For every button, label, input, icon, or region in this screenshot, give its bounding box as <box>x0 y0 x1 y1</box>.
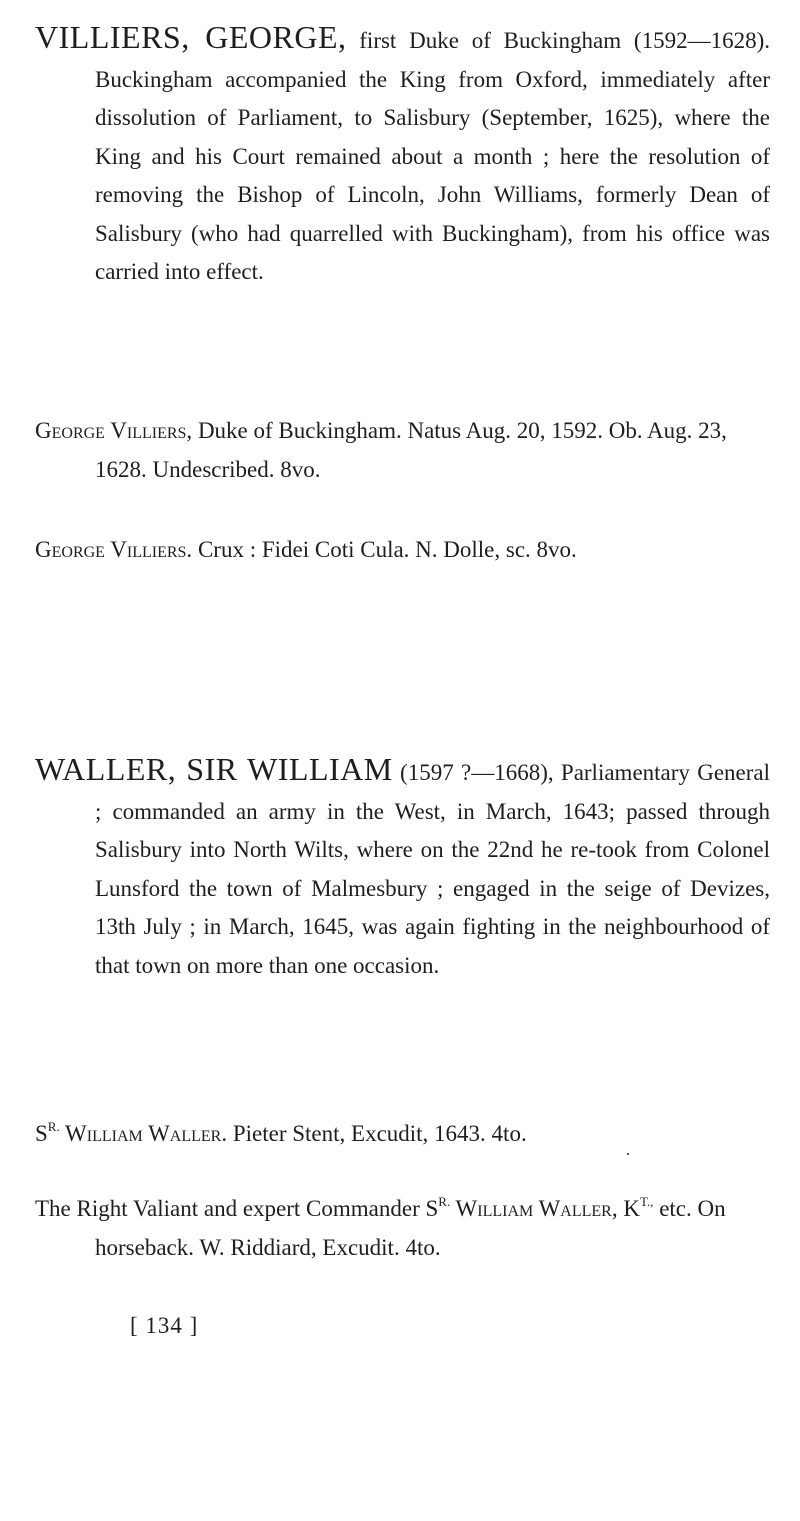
portrait-description: Crux : Fidei Coti Cula. N. Dolle, sc. 8vo. <box>192 537 577 562</box>
entry-waller-paragraph <box>35 750 770 985</box>
portrait-item <box>35 412 770 489</box>
portrait-description: Pieter Stent, Excudit, 1643. 4to. <box>227 1121 527 1146</box>
portrait-paragraph <box>35 531 770 570</box>
portrait-name: William Waller, <box>450 1196 618 1221</box>
entry-waller-text: (1597 ?—1668), Parliamentary General ; commanded an army in the West, in March, 1643; passed through Salisbury into North Wilts, where on the 22nd he re-took from Colonel Lunsford the town of Malmesbury ; engaged in the seige of Devizes, 13th July ; in March, 1645, was again fighting in the neighbourhood of that town on more than one occasion. <box>95 760 770 978</box>
portrait-title: K <box>617 1196 640 1221</box>
portrait-paragraph <box>35 1108 770 1154</box>
portrait-lead: The Right Valiant and expert Commander <box>35 1196 426 1221</box>
portrait-item <box>35 1108 770 1154</box>
portrait-prefix: S <box>425 1196 439 1221</box>
portrait-item <box>35 1183 770 1267</box>
entry-waller-heading: WALLER, SIR WILLIAM <box>35 751 393 787</box>
print-speck <box>627 1153 629 1155</box>
portrait-description: etc. On horseback. W. Riddiard, Excudit. 4to. <box>95 1196 726 1260</box>
portrait-name: George Villiers. <box>35 537 193 562</box>
page-number: [ 134 ] <box>130 1313 199 1338</box>
portrait-name: William Waller. <box>59 1121 228 1146</box>
entry-waller <box>35 750 770 985</box>
entry-villiers-text: first Duke of Buckingham (1592—1628). Buckingham accompanied the King from Oxford, immediately after dissolution of Parliament, to Salisbury (September, 1625), where the King and his Court remained about a month ; here the resolution of removing the Bishop of Lincoln, John Williams, formerly Dean of Salisbury (who had quarrelled with Buckingham), from his office was carried into effect. <box>95 28 771 284</box>
portrait-name: George Villiers, <box>35 418 193 443</box>
portrait-paragraph <box>35 412 770 489</box>
portrait-item <box>35 531 770 570</box>
portrait-title-superscript: T., <box>639 1194 654 1209</box>
portrait-prefix-superscript: R. <box>47 1119 60 1134</box>
entry-villiers-paragraph <box>35 18 770 292</box>
portrait-prefix: S <box>35 1121 48 1146</box>
entry-villiers-heading: VILLIERS, GEORGE, <box>35 19 347 55</box>
entry-villiers <box>35 18 770 292</box>
portrait-prefix-superscript: R. <box>438 1194 451 1209</box>
portrait-paragraph <box>35 1183 770 1267</box>
portrait-description: Duke of Buckingham. Natus Aug. 20, 1592. Ob. Aug. 23, 1628. Undescribed. 8vo. <box>95 418 727 482</box>
